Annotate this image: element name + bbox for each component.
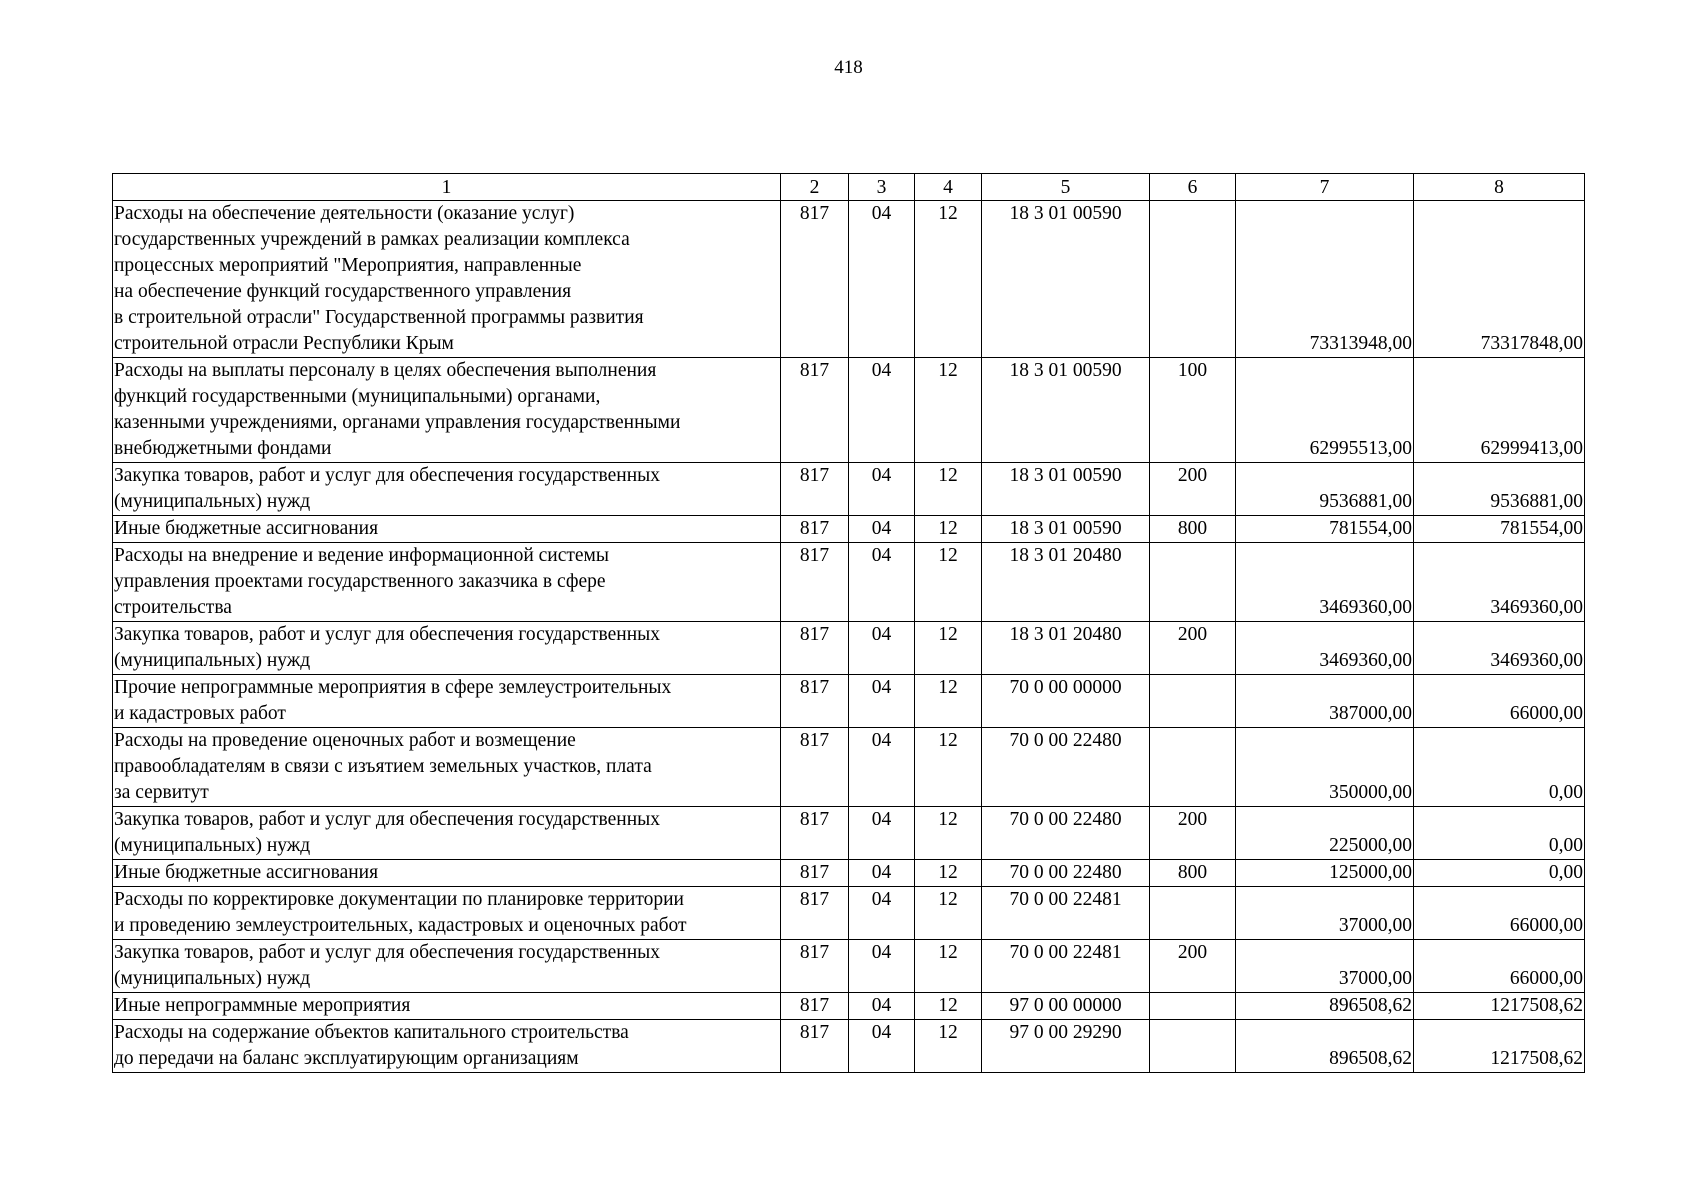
row-section-code: 04 [849,993,915,1020]
row-amount-col-8: 62999413,00 [1414,358,1585,463]
description-line: Иные непрограммные мероприятия [114,995,411,1016]
row-target-article-code: 70 0 00 22480 [982,807,1150,860]
row-description [113,807,781,860]
row-amount-col-8: 781554,00 [1414,516,1585,543]
description-line: Расходы на содержание объектов капитального строительства [114,1022,629,1043]
row-subsection-code: 12 [915,940,982,993]
row-target-article-code: 70 0 00 22481 [982,940,1150,993]
row-grbs-code: 817 [781,860,849,887]
row-section-code: 04 [849,807,915,860]
description-line: и кадастровых работ [114,703,286,724]
description-line: Закупка товаров, работ и услуг для обеспечения государственных [114,624,661,645]
row-description [113,463,781,516]
row-description [113,887,781,940]
header-row [113,174,1585,201]
description-line: на обеспечение функций государственного управления [114,281,572,302]
row-target-article-code: 70 0 00 00000 [982,675,1150,728]
row-grbs-code: 817 [781,622,849,675]
description-line: Иные бюджетные ассигнования [114,862,379,883]
row-subsection-code: 12 [915,358,982,463]
row-grbs-code: 817 [781,201,849,358]
row-grbs-code: 817 [781,675,849,728]
row-amount-col-7: 3469360,00 [1236,622,1414,675]
row-subsection-code: 12 [915,543,982,622]
description-line: функций государственными (муниципальными) органами, [114,386,601,407]
row-grbs-code: 817 [781,1020,849,1073]
table-row [113,993,1585,1020]
row-amount-col-8: 66000,00 [1414,887,1585,940]
row-section-code: 04 [849,516,915,543]
table-row [113,887,1585,940]
description-line: (муниципальных) нужд [114,491,311,512]
row-target-article-code: 18 3 01 00590 [982,463,1150,516]
row-description [113,516,781,543]
row-amount-col-7: 37000,00 [1236,940,1414,993]
row-amount-col-8: 0,00 [1414,807,1585,860]
row-expense-type-code [1150,1020,1236,1073]
header-col-3: 3 [849,174,915,201]
row-subsection-code: 12 [915,993,982,1020]
row-amount-col-7: 387000,00 [1236,675,1414,728]
row-target-article-code: 70 0 00 22481 [982,887,1150,940]
description-line: Закупка товаров, работ и услуг для обеспечения государственных [114,809,661,830]
row-expense-type-code: 200 [1150,940,1236,993]
row-target-article-code: 97 0 00 29290 [982,1020,1150,1073]
row-description [113,1020,781,1073]
row-amount-col-7: 350000,00 [1236,728,1414,807]
row-section-code: 04 [849,543,915,622]
row-expense-type-code: 800 [1150,860,1236,887]
row-section-code: 04 [849,940,915,993]
row-amount-col-7: 225000,00 [1236,807,1414,860]
row-target-article-code: 97 0 00 00000 [982,993,1150,1020]
table-row [113,1020,1585,1073]
row-subsection-code: 12 [915,622,982,675]
row-expense-type-code: 100 [1150,358,1236,463]
row-grbs-code: 817 [781,358,849,463]
header-col-8: 8 [1414,174,1585,201]
table-row [113,807,1585,860]
row-description [113,675,781,728]
row-subsection-code: 12 [915,463,982,516]
header-col-6: 6 [1150,174,1236,201]
description-line: строительства [114,597,232,618]
row-amount-col-8: 1217508,62 [1414,1020,1585,1073]
budget-table [112,173,1585,1073]
header-col-5: 5 [982,174,1150,201]
table-row [113,940,1585,993]
row-expense-type-code [1150,887,1236,940]
row-amount-col-8: 3469360,00 [1414,543,1585,622]
row-expense-type-code [1150,675,1236,728]
table-row [113,358,1585,463]
row-target-article-code: 70 0 00 22480 [982,860,1150,887]
row-description [113,201,781,358]
description-line: Расходы по корректировке документации по планировке территории [114,889,684,910]
row-grbs-code: 817 [781,516,849,543]
row-description [113,358,781,463]
description-line: Расходы на выплаты персоналу в целях обеспечения выполнения [114,360,657,381]
row-grbs-code: 817 [781,940,849,993]
row-grbs-code: 817 [781,728,849,807]
row-amount-col-7: 73313948,00 [1236,201,1414,358]
header-col-7: 7 [1236,174,1414,201]
row-amount-col-7: 781554,00 [1236,516,1414,543]
description-line: внебюджетными фондами [114,438,332,459]
description-line: Иные бюджетные ассигнования [114,518,379,539]
row-expense-type-code [1150,993,1236,1020]
row-section-code: 04 [849,675,915,728]
table-row [113,463,1585,516]
description-line: процессных мероприятий "Мероприятия, направленные [114,255,582,276]
row-amount-col-7: 62995513,00 [1236,358,1414,463]
row-expense-type-code: 800 [1150,516,1236,543]
row-amount-col-7: 896508,62 [1236,1020,1414,1073]
row-subsection-code: 12 [915,201,982,358]
row-amount-col-8: 66000,00 [1414,675,1585,728]
row-section-code: 04 [849,860,915,887]
description-line: (муниципальных) нужд [114,968,311,989]
page-number: 418 [834,57,863,78]
row-section-code: 04 [849,1020,915,1073]
description-line: Расходы на проведение оценочных работ и возмещение [114,730,576,751]
description-line: правообладателям в связи с изъятием земельных участков, плата [114,756,652,777]
description-line: государственных учреждений в рамках реализации комплекса [114,229,630,250]
row-section-code: 04 [849,728,915,807]
row-subsection-code: 12 [915,860,982,887]
row-expense-type-code: 200 [1150,463,1236,516]
row-subsection-code: 12 [915,887,982,940]
row-expense-type-code [1150,201,1236,358]
row-amount-col-8: 0,00 [1414,860,1585,887]
header-col-2: 2 [781,174,849,201]
row-subsection-code: 12 [915,807,982,860]
row-section-code: 04 [849,887,915,940]
table-row [113,201,1585,358]
description-line: в строительной отрасли" Государственной программы развития [114,307,644,328]
row-amount-col-7: 896508,62 [1236,993,1414,1020]
header-col-1: 1 [113,174,781,201]
table-row [113,516,1585,543]
row-description [113,993,781,1020]
row-description [113,940,781,993]
row-amount-col-7: 125000,00 [1236,860,1414,887]
row-target-article-code: 18 3 01 00590 [982,358,1150,463]
row-target-article-code: 18 3 01 00590 [982,201,1150,358]
description-line: за сервитут [114,782,209,803]
description-line: до передачи на баланс эксплуатирующим организациям [114,1048,579,1069]
row-amount-col-7: 3469360,00 [1236,543,1414,622]
description-line: Закупка товаров, работ и услуг для обеспечения государственных [114,942,661,963]
row-amount-col-8: 1217508,62 [1414,993,1585,1020]
row-amount-col-7: 9536881,00 [1236,463,1414,516]
description-line: (муниципальных) нужд [114,835,311,856]
row-grbs-code: 817 [781,887,849,940]
row-grbs-code: 817 [781,807,849,860]
description-line: Закупка товаров, работ и услуг для обеспечения государственных [114,465,661,486]
row-amount-col-8: 0,00 [1414,728,1585,807]
description-line: Прочие непрограммные мероприятия в сфере землеустроительных [114,677,672,698]
row-description [113,543,781,622]
description-line: казенными учреждениями, органами управления государственными [114,412,681,433]
row-target-article-code: 70 0 00 22480 [982,728,1150,807]
row-grbs-code: 817 [781,993,849,1020]
row-subsection-code: 12 [915,1020,982,1073]
row-expense-type-code: 200 [1150,622,1236,675]
description-line: и проведению землеустроительных, кадастровых и оценочных работ [114,915,687,936]
table-row [113,860,1585,887]
description-line: управления проектами государственного заказчика в сфере [114,571,606,592]
row-grbs-code: 817 [781,543,849,622]
row-subsection-code: 12 [915,728,982,807]
row-section-code: 04 [849,622,915,675]
row-subsection-code: 12 [915,675,982,728]
row-expense-type-code: 200 [1150,807,1236,860]
description-line: строительной отрасли Республики Крым [114,333,454,354]
description-line: Расходы на внедрение и ведение информационной системы [114,545,609,566]
row-amount-col-8: 73317848,00 [1414,201,1585,358]
table-row [113,622,1585,675]
row-description [113,728,781,807]
row-target-article-code: 18 3 01 20480 [982,543,1150,622]
row-section-code: 04 [849,358,915,463]
row-description [113,860,781,887]
row-amount-col-8: 66000,00 [1414,940,1585,993]
row-subsection-code: 12 [915,516,982,543]
row-section-code: 04 [849,201,915,358]
row-amount-col-8: 9536881,00 [1414,463,1585,516]
table-body [113,201,1585,1073]
row-expense-type-code [1150,728,1236,807]
row-section-code: 04 [849,463,915,516]
row-target-article-code: 18 3 01 00590 [982,516,1150,543]
table-row [113,543,1585,622]
table-header [113,174,1585,201]
row-target-article-code: 18 3 01 20480 [982,622,1150,675]
row-amount-col-8: 3469360,00 [1414,622,1585,675]
description-line: (муниципальных) нужд [114,650,311,671]
row-description [113,622,781,675]
table-row [113,728,1585,807]
row-expense-type-code [1150,543,1236,622]
row-grbs-code: 817 [781,463,849,516]
header-col-4: 4 [915,174,982,201]
table-row [113,675,1585,728]
description-line: Расходы на обеспечение деятельности (оказание услуг) [114,203,575,224]
row-amount-col-7: 37000,00 [1236,887,1414,940]
